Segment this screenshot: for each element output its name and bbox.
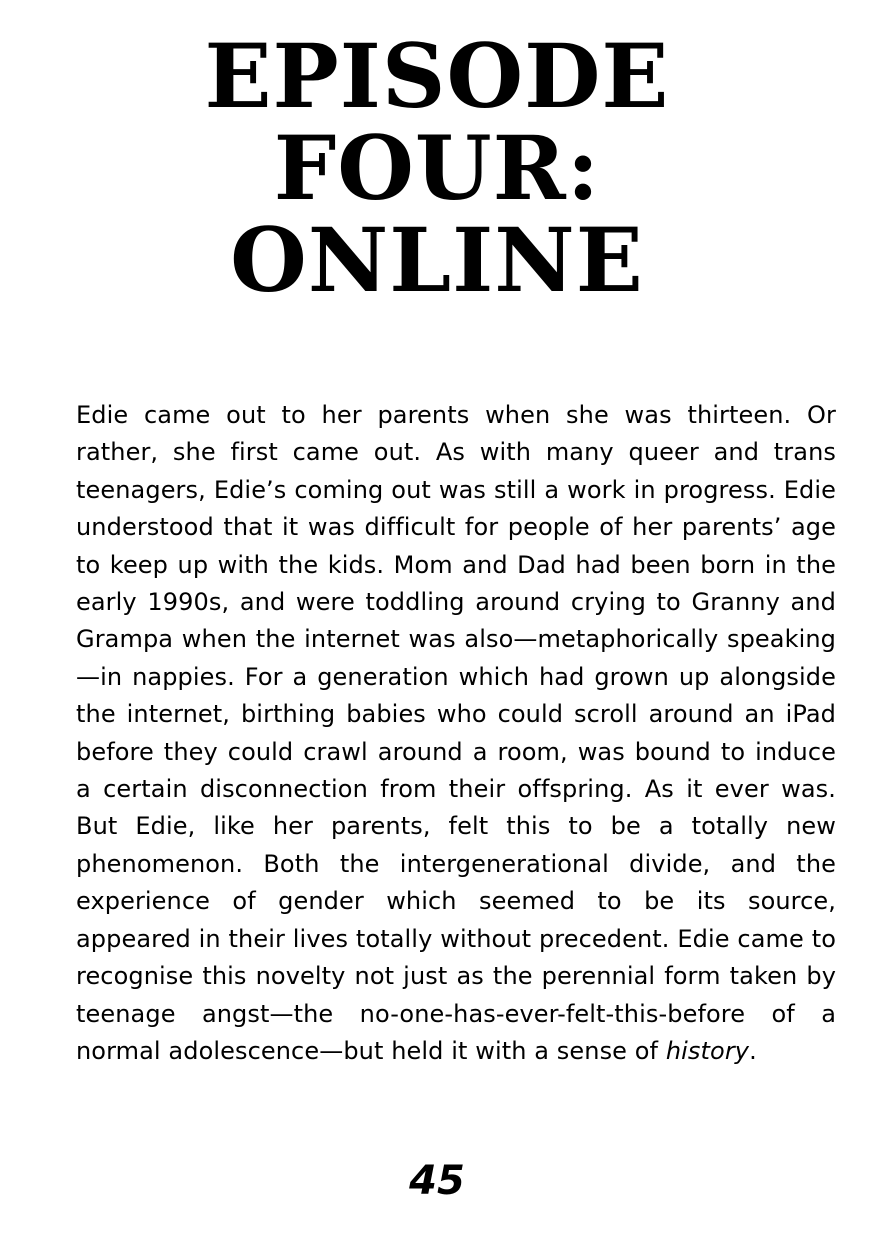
episode-title xyxy=(0,24,874,312)
title-line-1: EPISODE xyxy=(204,24,670,128)
body-text-emphasis: history xyxy=(665,1036,750,1065)
body-paragraph xyxy=(76,397,836,1070)
body-text-end: . xyxy=(749,1036,757,1065)
body-text-main: Edie came out to her parents when she was thirteen. Or rather, she first came out. As with many queer and trans teenagers, Edie’s coming out was still a work in progress. Edie understood that it was difficult for people of her parents’ age to keep up with the kids. Mom and Dad had been born in the early 1990s, and were toddling around crying to Granny and Grampa when the internet was also—metaphorically speaking—in nappies. For a generation which had grown up alongside the internet, birthing babies who could scroll around an iPad before they could crawl around a room, was bound to induce a certain disconnection from their offspring. As it ever was. But Edie, like her parents, felt this to be a totally new phenomenon. Both the intergenerational divide, and the experience of gender which seemed to be its source, appeared in their lives totally without precedent. Edie came to recognise this novelty not just as the perennial form taken by teenage angst—the no-one-has-ever-felt-this-before of a normal adolescence—but held it with a sense of xyxy=(76,401,836,1065)
title-line-3: ONLINE xyxy=(230,208,644,312)
title-line-2: FOUR: xyxy=(273,116,601,220)
page-number: 45 xyxy=(409,1158,465,1204)
